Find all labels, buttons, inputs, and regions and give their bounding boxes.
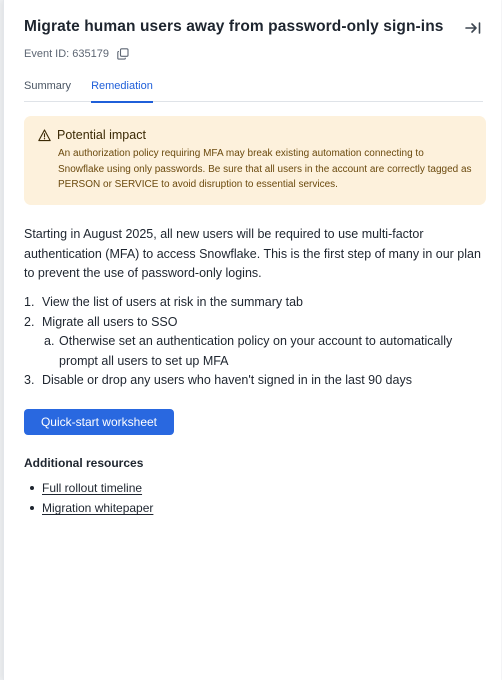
side-panel bbox=[3, 0, 501, 680]
tab-bar bbox=[24, 78, 483, 102]
step-text: Disable or drop any users who haven't signed in in the last 90 days bbox=[42, 373, 412, 387]
alert-title: Potential impact bbox=[57, 128, 146, 142]
list-item bbox=[24, 332, 486, 371]
copy-icon[interactable] bbox=[117, 48, 129, 60]
step-text: Otherwise set an authentication policy on your account to automatically prompt all users to set up MFA bbox=[59, 334, 453, 368]
list-item bbox=[30, 498, 153, 518]
tab-remediation[interactable]: Remediation bbox=[91, 78, 153, 102]
event-id: Event ID: 635179 bbox=[24, 48, 110, 60]
potential-impact-alert bbox=[24, 116, 486, 205]
intro-paragraph: Starting in August 2025, all new users will be required to use multi-factor authentication (MFA) to access Snowflake. This is the first step of many in our plan to prevent the use of password-only logins. bbox=[24, 227, 481, 280]
alert-body: An authorization policy requiring MFA may break existing automation connecting to Snowflake using only passwords. Be sure that all users in the account are correctly tagged as PERSON or SERVICE to avoid disruption to essential services. bbox=[58, 148, 472, 190]
collapse-panel-icon[interactable] bbox=[463, 18, 483, 38]
bullet bbox=[30, 506, 34, 510]
step-text: Migrate all users to SSO bbox=[42, 314, 178, 329]
panel-header bbox=[24, 18, 483, 36]
list-item bbox=[24, 293, 486, 313]
event-id-row bbox=[24, 48, 129, 60]
migration-whitepaper-link[interactable]: Migration whitepaper bbox=[42, 501, 154, 515]
list-item bbox=[24, 313, 486, 333]
tab-summary[interactable]: Summary bbox=[24, 80, 72, 92]
bullet bbox=[30, 486, 34, 490]
page-title: Migrate human users away from password-only sign-ins bbox=[24, 18, 444, 35]
step-number: 2. bbox=[24, 314, 35, 329]
resources-list bbox=[30, 478, 153, 518]
step-number: 1. bbox=[24, 295, 35, 309]
step-number: a. bbox=[44, 334, 55, 348]
rollout-timeline-link[interactable]: Full rollout timeline bbox=[42, 481, 143, 495]
step-text: View the list of users at risk in the summary tab bbox=[42, 295, 303, 309]
remediation-steps bbox=[24, 293, 486, 391]
step-number: 3. bbox=[24, 373, 35, 387]
list-item bbox=[24, 371, 486, 391]
list-item bbox=[30, 478, 153, 498]
quick-start-worksheet-button[interactable]: Quick-start worksheet bbox=[24, 409, 174, 435]
resources-heading: Additional resources bbox=[24, 456, 144, 470]
warning-icon bbox=[38, 129, 51, 142]
